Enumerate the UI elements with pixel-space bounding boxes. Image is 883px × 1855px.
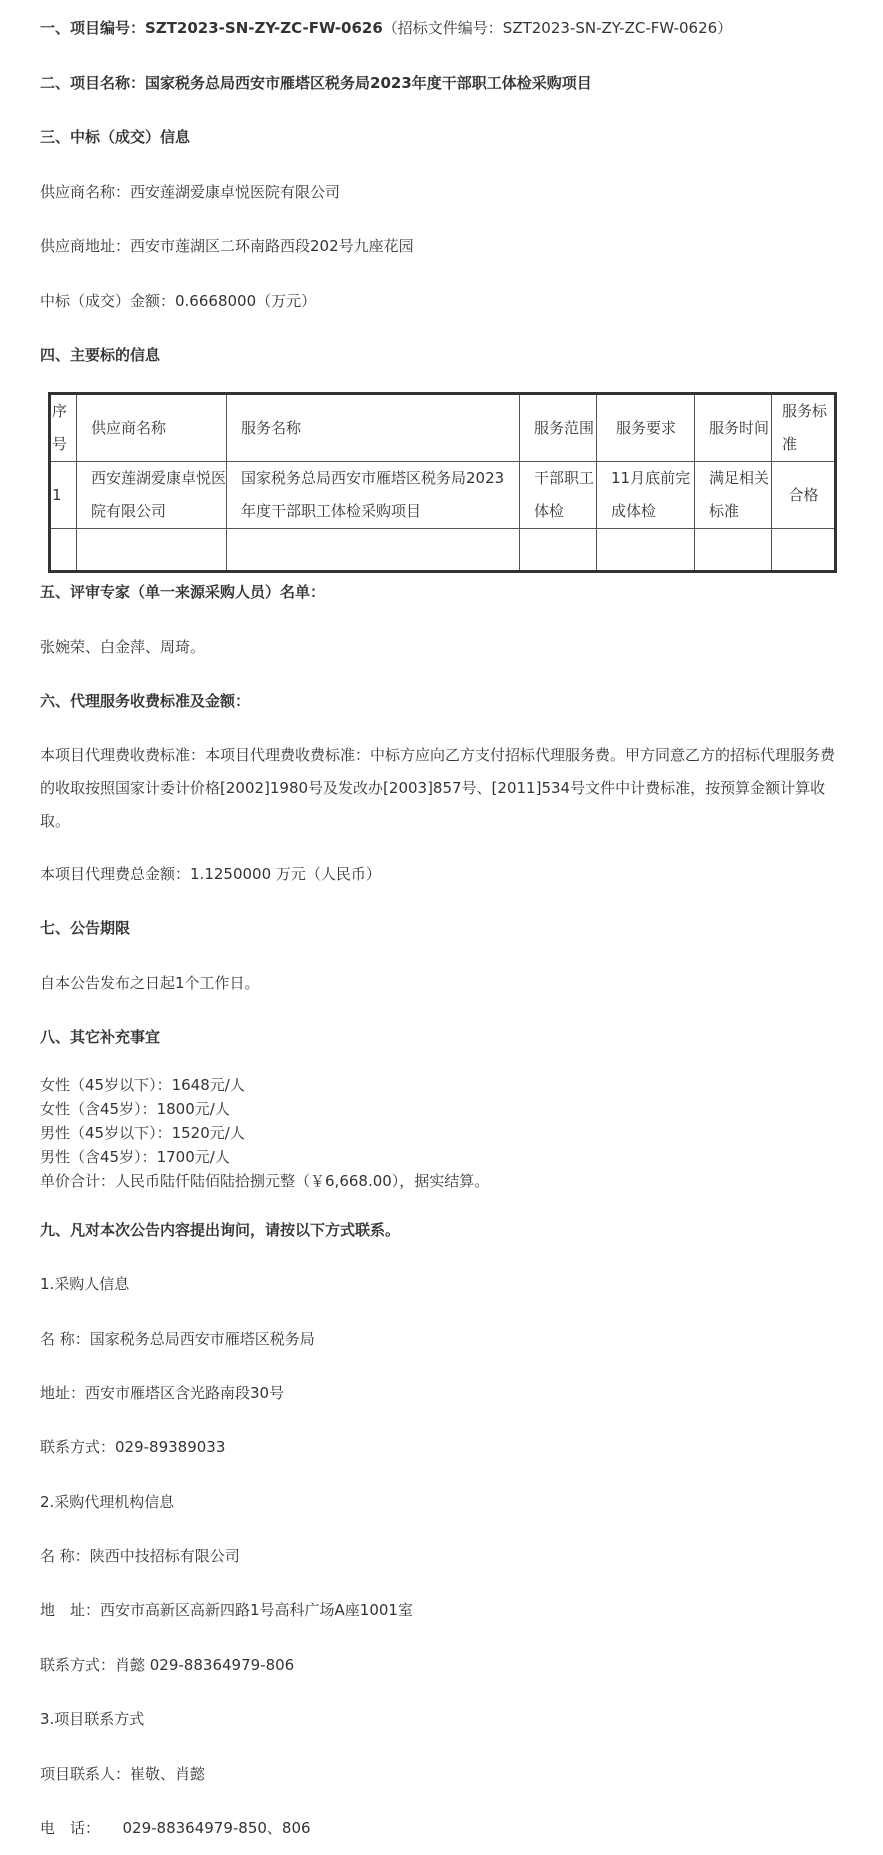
agency-name: 名 称：陕西中技招标有限公司 <box>40 1547 240 1565</box>
project-number-line <box>40 17 732 39</box>
header-service-name: 服务名称 <box>227 394 520 462</box>
buyer-title: 1.采购人信息 <box>40 1275 130 1293</box>
project-contact-title: 3.项目联系方式 <box>40 1710 145 1728</box>
header-scope: 服务范围 <box>520 394 597 462</box>
price-total: 单价合计：人民币陆仟陆佰陆拾捌元整（￥6,668.00），据实结算。 <box>40 1172 490 1190</box>
cell-scope: 干部职工体检 <box>520 462 597 529</box>
notice-period-heading: 七、公告期限 <box>40 919 131 937</box>
notice-period-text: 自本公告发布之日起1个工作日。 <box>40 974 260 992</box>
header-standard: 服务标准 <box>772 394 836 462</box>
cell-requirement: 11月底前完成体检 <box>597 462 695 529</box>
price-male-under-45: 男性（45岁以下）：1520元/人 <box>40 1124 245 1142</box>
price-male-45-plus: 男性（含45岁）：1700元/人 <box>40 1148 230 1166</box>
project-number-label: 一、项目编号： <box>40 19 146 37</box>
cell-standard: 合格 <box>772 462 836 529</box>
cell-index: 1 <box>50 462 77 529</box>
price-female-under-45: 女性（45岁以下）：1648元/人 <box>40 1076 245 1094</box>
buyer-name: 名 称：国家税务总局西安市雁塔区税务局 <box>40 1330 315 1348</box>
header-time: 服务时间 <box>695 394 772 462</box>
header-requirement: 服务要求 <box>597 394 695 462</box>
cell-time: 满足相关标准 <box>695 462 772 529</box>
supplier-address: 供应商地址：西安市莲湖区二环南路西段202号九座花园 <box>40 237 414 255</box>
supplier-name: 供应商名称：西安莲湖爱康卓悦医院有限公司 <box>40 183 341 201</box>
agency-title: 2.采购代理机构信息 <box>40 1493 175 1511</box>
buyer-address: 地址：西安市雁塔区含光路南段30号 <box>40 1384 285 1402</box>
header-supplier: 供应商名称 <box>77 394 227 462</box>
agency-fee-heading: 六、代理服务收费标准及金额： <box>40 692 251 710</box>
price-female-45-plus: 女性（含45岁）：1800元/人 <box>40 1100 230 1118</box>
experts-names: 张婉荣、白金萍、周琦。 <box>40 638 206 656</box>
main-subject-heading: 四、主要标的信息 <box>40 346 161 364</box>
cell-supplier: 西安莲湖爱康卓悦医院有限公司 <box>77 462 227 529</box>
agency-address: 地 址：西安市高新区高新四路1号高科广场A座1001室 <box>40 1601 413 1619</box>
experts-heading: 五、评审专家（单一来源采购人员）名单： <box>40 583 326 601</box>
buyer-contact: 联系方式：029-89389033 <box>40 1438 226 1456</box>
agency-fee-standard: 本项目代理费收费标准：本项目代理费收费标准：中标方应向乙方支付招标代理服务费。甲方同意乙方的招标代理服务费的收取按照国家计委计价格[2002]1980号及发改办[2003]857号、[2011]534号文件中计费标准，按预算金额计算收取。 <box>40 746 836 830</box>
table-row-empty <box>50 529 836 572</box>
project-name: 二、项目名称：国家税务总局西安市雁塔区税务局2023年度干部职工体检采购项目 <box>40 74 592 92</box>
table-header-row <box>50 394 836 462</box>
agency-fee-total: 本项目代理费总金额：1.1250000 万元（人民币） <box>40 865 381 883</box>
award-info-heading: 三、中标（成交）信息 <box>40 128 191 146</box>
project-contact-person: 项目联系人：崔敬、肖懿 <box>40 1765 206 1783</box>
contact-heading: 九、凡对本次公告内容提出询问，请按以下方式联系。 <box>40 1221 401 1239</box>
supplementary-heading: 八、其它补充事宜 <box>40 1028 161 1046</box>
header-index: 序号 <box>50 394 77 462</box>
cell-service-name: 国家税务总局西安市雁塔区税务局2023年度干部职工体检采购项目 <box>227 462 520 529</box>
table-row <box>50 462 836 529</box>
project-contact-phone: 电 话： 029-88364979-850、806 <box>40 1819 311 1837</box>
agency-contact: 联系方式：肖懿 029-88364979-806 <box>40 1656 295 1674</box>
tender-doc-number: （招标文件编号：SZT2023-SN-ZY-ZC-FW-0626） <box>382 19 733 37</box>
project-number-value: SZT2023-SN-ZY-ZC-FW-0626 <box>145 19 383 37</box>
award-amount: 中标（成交）金额：0.6668000（万元） <box>40 292 317 310</box>
subject-table <box>48 392 837 573</box>
